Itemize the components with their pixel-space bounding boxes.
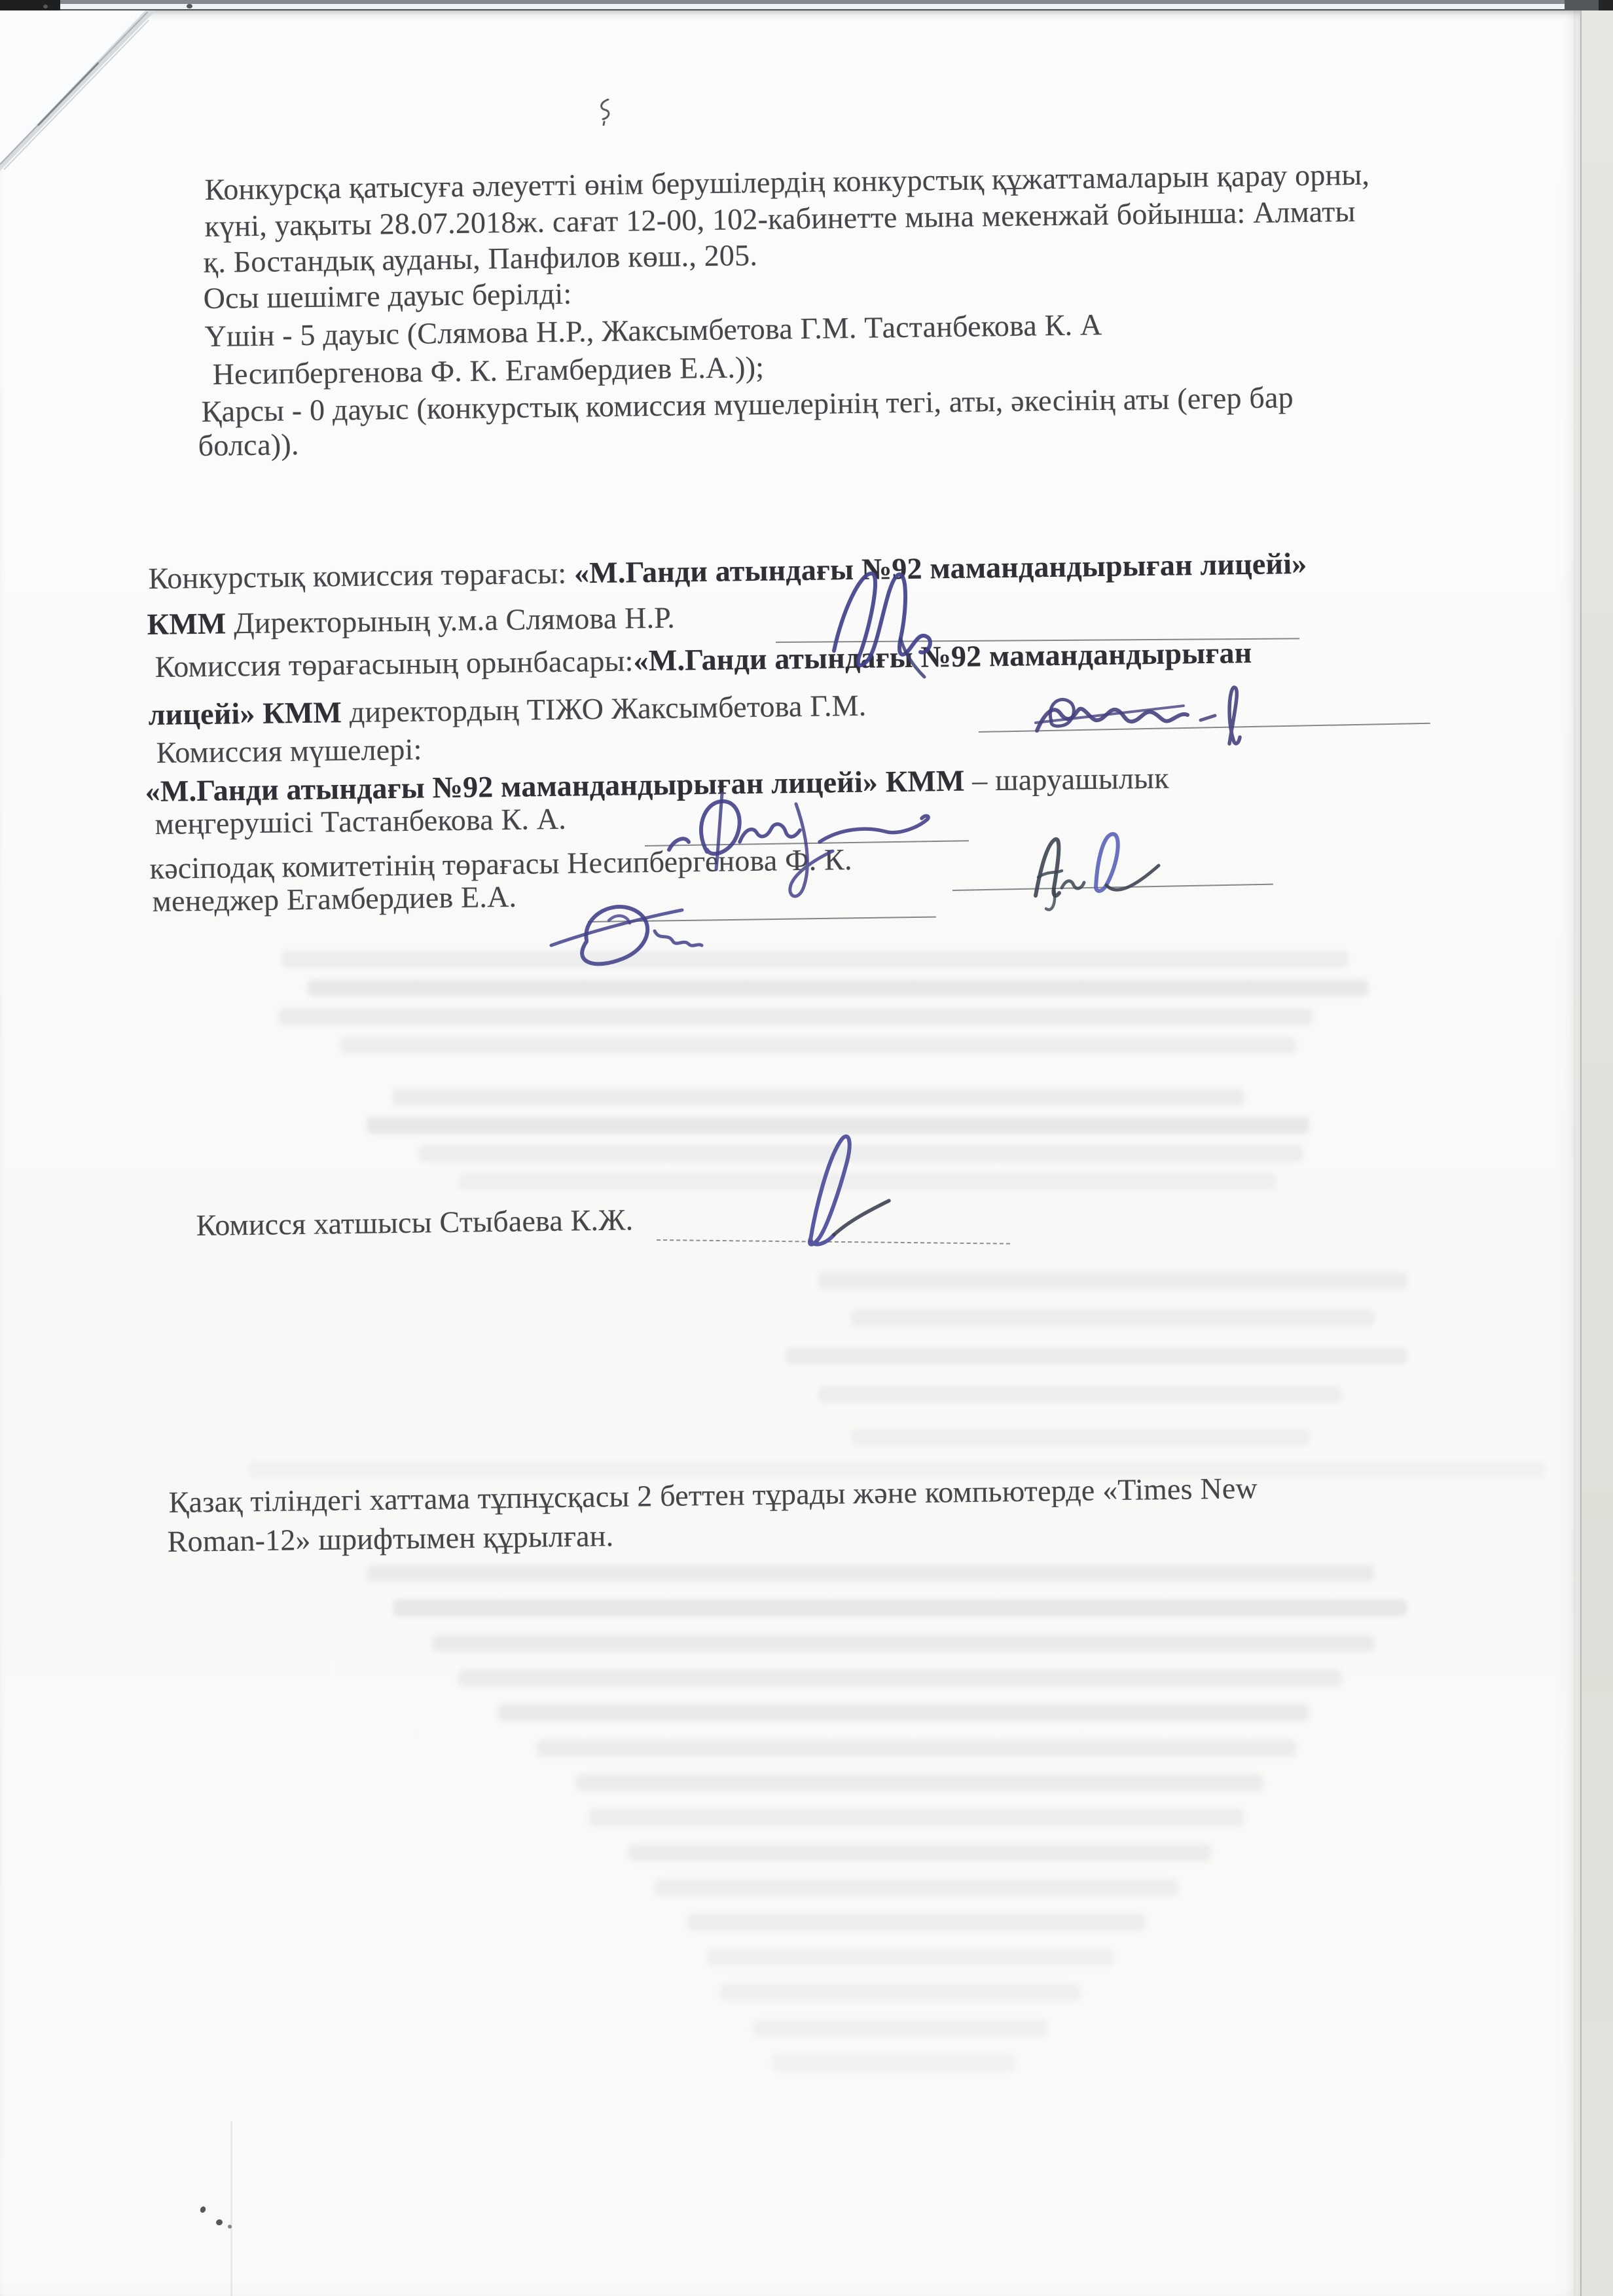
text: күні, уақыты 28.07.2018ж. сағат 12-00, 102-кабинетте мына мекенжай бойынша: Алматы	[204, 194, 1356, 243]
bleedthrough-line	[249, 1461, 1545, 1478]
signature-ink-nesipbergenova	[1019, 825, 1168, 918]
bleedthrough-line	[393, 1599, 1407, 1616]
text: болса)).	[198, 427, 299, 462]
bleedthrough-line	[537, 1740, 1296, 1757]
org-name-bold: лицейі» КММ	[148, 695, 342, 731]
text: Қарсы - 0 дауыс (конкурстық комиссия мүшелерінің тегі, аты, әкесінің аты (егер бар	[201, 380, 1294, 428]
role-label: Комиссия төрағасының орынбасары:	[154, 644, 634, 683]
bleedthrough-line	[753, 2020, 1047, 2037]
bleedthrough-line	[419, 1145, 1303, 1162]
para1-line-6	[212, 352, 764, 390]
org-name-bold: «М.Ганди атындағы №92 мамандандырыған	[633, 636, 1252, 678]
text: Осы шешімге дауыс берілді:	[203, 276, 572, 315]
scan-speck-squiggle	[592, 97, 616, 126]
scan-speck	[43, 5, 48, 9]
org-abbr-bold: КММ	[147, 606, 227, 641]
para1-line-3	[203, 240, 757, 278]
member-name: меңгерушісі Тастанбекова К. А.	[154, 801, 567, 841]
bleedthrough-line	[278, 1008, 1313, 1025]
bleedthrough-line	[432, 1635, 1375, 1652]
members-label: Комиссия мүшелері:	[156, 732, 422, 769]
para1-line-4	[203, 276, 572, 315]
text: Үшін - 5 дауыс (Слямова Н.Р., Жаксымбетова Г.М. Тастанбекова К. А	[204, 308, 1102, 353]
bleedthrough-line	[367, 1117, 1309, 1134]
scan-streak	[1574, 10, 1576, 2296]
role-label: Конкурстық комиссия төрағасы:	[148, 556, 575, 595]
signature-ink-slyamova	[822, 567, 963, 680]
member-name: менеджер Егамбердиев Е.А.	[152, 879, 517, 918]
bleedthrough-line	[687, 1914, 1146, 1931]
bleedthrough-line	[458, 1173, 1277, 1190]
text: Конкурсқа қатысуға әлеуетті өнім берушілердің конкурстық құжаттамаларын қарау орны,	[204, 157, 1370, 206]
bleedthrough-line	[818, 1386, 1342, 1403]
scan-streak	[230, 2121, 232, 2296]
bleedthrough-line	[576, 1774, 1263, 1791]
text: қ. Бостандық ауданы, Панфилов көш., 205.	[203, 238, 758, 279]
text: Қазақ тіліндегі хаттама тұпнұсқасы 2 беттен тұрады және компьютерде «Times New	[168, 1471, 1258, 1519]
bleedthrough-line	[308, 979, 1368, 996]
bleedthrough-line	[458, 1669, 1342, 1686]
member-name: кәсіподақ комитетінің төрағасы Несипбергенова Ф. К.	[149, 842, 852, 885]
bleedthrough-line	[589, 1809, 1244, 1826]
bleedthrough-line	[818, 1272, 1407, 1289]
bleedthrough-line	[720, 1984, 1080, 2001]
scan-speck	[187, 4, 192, 9]
scanner-edge-light	[0, 4, 1613, 9]
secretary-line	[196, 1205, 633, 1241]
member-role: – шаруашылык	[964, 761, 1170, 797]
bleedthrough-line	[851, 1309, 1375, 1326]
commission-line-2	[147, 602, 675, 640]
commission-line-7	[154, 801, 567, 841]
org-name-bold: «М.Ганди атындағы №92 мамандандырыған лицейі»	[573, 546, 1307, 590]
commission-line-9	[152, 879, 517, 918]
org-name-bold: «М.Ганди атындағы №92 мамандандырыған лицейі» КММ	[145, 763, 965, 808]
footer-line-2	[167, 1521, 613, 1557]
deputy-name: директордың ТІЖО Жаксымбетова Г.М.	[341, 688, 867, 729]
bleedthrough-line	[393, 1089, 1244, 1106]
page-right-edge	[1580, 10, 1613, 2296]
bleedthrough-line	[367, 1565, 1375, 1582]
chairman-name: Директорының у.м.а Слямова Н.Р.	[226, 600, 676, 640]
bleedthrough-line	[707, 1949, 1113, 1966]
text: Roman-12» шрифтымен құрылған.	[167, 1519, 614, 1558]
para1-line-8	[198, 429, 299, 461]
bleedthrough-line	[851, 1429, 1309, 1446]
bleedthrough-line	[281, 951, 1349, 968]
secretary-name: Комисся хатшысы Стыбаева К.Ж.	[196, 1203, 634, 1242]
text: Несипбергенова Ф. К. Егамбердиев Е.А.));	[212, 350, 765, 391]
bleedthrough-line	[655, 1879, 1178, 1896]
bleedthrough-line	[772, 2054, 1015, 2071]
commission-line-5	[156, 732, 422, 769]
bleedthrough-line	[340, 1037, 1296, 1054]
bleedthrough-line	[498, 1704, 1309, 1721]
bleedthrough-line	[628, 1844, 1211, 1861]
bleedthrough-line	[786, 1347, 1407, 1364]
signature-ink-zhaksymbetova	[1032, 680, 1270, 757]
